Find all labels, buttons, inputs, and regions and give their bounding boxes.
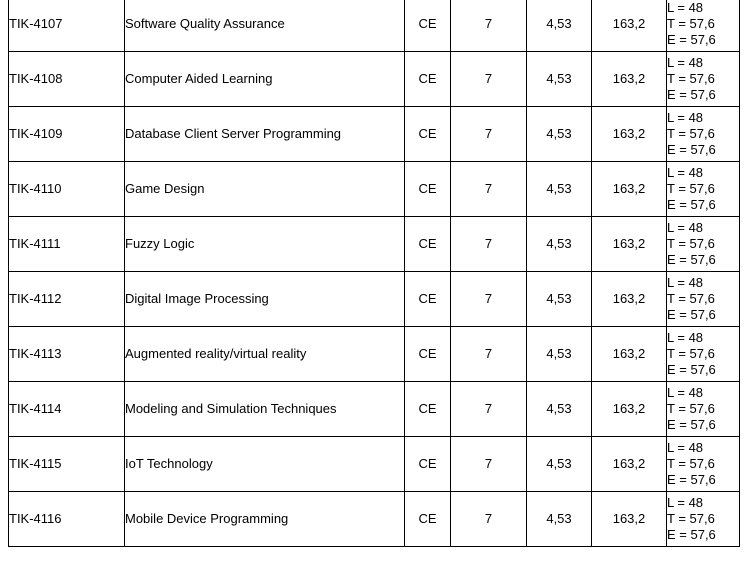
course-name-cell: Fuzzy Logic bbox=[125, 217, 405, 272]
course-ects-cell: 4,53 bbox=[527, 107, 592, 162]
course-type-cell: CE bbox=[405, 217, 451, 272]
course-table-body bbox=[9, 0, 740, 547]
course-code-cell: TIK-4112 bbox=[9, 272, 125, 327]
exercise-hours: E = 57,6 bbox=[667, 252, 716, 267]
tutorial-hours: T = 57,6 bbox=[667, 511, 715, 526]
exercise-hours: E = 57,6 bbox=[667, 197, 716, 212]
course-code-cell: TIK-4111 bbox=[9, 217, 125, 272]
hours-breakdown-cell bbox=[667, 52, 740, 107]
course-ects-cell: 4,53 bbox=[527, 52, 592, 107]
lecture-hours: L = 48 bbox=[667, 220, 704, 235]
course-hours-cell: 163,2 bbox=[592, 52, 667, 107]
course-hours-cell: 163,2 bbox=[592, 162, 667, 217]
course-ects-cell: 4,53 bbox=[527, 327, 592, 382]
course-code-cell: TIK-4113 bbox=[9, 327, 125, 382]
table-row bbox=[9, 327, 740, 382]
course-hours-cell: 163,2 bbox=[592, 107, 667, 162]
course-type-cell: CE bbox=[405, 437, 451, 492]
tutorial-hours: T = 57,6 bbox=[667, 346, 715, 361]
lecture-hours: L = 48 bbox=[667, 55, 704, 70]
course-name-cell: Database Client Server Programming bbox=[125, 107, 405, 162]
course-code-cell: TIK-4116 bbox=[9, 492, 125, 547]
course-ects-cell: 4,53 bbox=[527, 217, 592, 272]
lecture-hours: L = 48 bbox=[667, 110, 704, 125]
exercise-hours: E = 57,6 bbox=[667, 472, 716, 487]
course-credit-cell: 7 bbox=[451, 327, 527, 382]
course-hours-cell: 163,2 bbox=[592, 492, 667, 547]
lecture-hours: L = 48 bbox=[667, 330, 704, 345]
course-credit-cell: 7 bbox=[451, 0, 527, 52]
course-ects-cell: 4,53 bbox=[527, 162, 592, 217]
hours-breakdown-cell bbox=[667, 382, 740, 437]
course-ects-cell: 4,53 bbox=[527, 437, 592, 492]
table-row bbox=[9, 272, 740, 327]
course-type-cell: CE bbox=[405, 107, 451, 162]
tutorial-hours: T = 57,6 bbox=[667, 456, 715, 471]
tutorial-hours: T = 57,6 bbox=[667, 291, 715, 306]
tutorial-hours: T = 57,6 bbox=[667, 16, 715, 31]
course-name-cell: Game Design bbox=[125, 162, 405, 217]
course-name-cell: Mobile Device Programming bbox=[125, 492, 405, 547]
tutorial-hours: T = 57,6 bbox=[667, 181, 715, 196]
course-credit-cell: 7 bbox=[451, 52, 527, 107]
course-credit-cell: 7 bbox=[451, 162, 527, 217]
tutorial-hours: T = 57,6 bbox=[667, 126, 715, 141]
hours-breakdown-cell bbox=[667, 0, 740, 52]
course-credit-cell: 7 bbox=[451, 437, 527, 492]
course-name-cell: Software Quality Assurance bbox=[125, 0, 405, 52]
course-credit-cell: 7 bbox=[451, 492, 527, 547]
exercise-hours: E = 57,6 bbox=[667, 417, 716, 432]
lecture-hours: L = 48 bbox=[667, 165, 704, 180]
exercise-hours: E = 57,6 bbox=[667, 527, 716, 542]
course-type-cell: CE bbox=[405, 162, 451, 217]
hours-breakdown-cell bbox=[667, 272, 740, 327]
course-type-cell: CE bbox=[405, 492, 451, 547]
course-hours-cell: 163,2 bbox=[592, 327, 667, 382]
exercise-hours: E = 57,6 bbox=[667, 32, 716, 47]
hours-breakdown-cell bbox=[667, 107, 740, 162]
course-type-cell: CE bbox=[405, 272, 451, 327]
course-ects-cell: 4,53 bbox=[527, 492, 592, 547]
lecture-hours: L = 48 bbox=[667, 385, 704, 400]
table-row bbox=[9, 437, 740, 492]
tutorial-hours: T = 57,6 bbox=[667, 236, 715, 251]
course-code-cell: TIK-4114 bbox=[9, 382, 125, 437]
course-table bbox=[8, 0, 740, 547]
course-code-cell: TIK-4107 bbox=[9, 0, 125, 52]
course-name-cell: Modeling and Simulation Techniques bbox=[125, 382, 405, 437]
course-name-cell: IoT Technology bbox=[125, 437, 405, 492]
table-row bbox=[9, 217, 740, 272]
table-row bbox=[9, 0, 740, 52]
exercise-hours: E = 57,6 bbox=[667, 87, 716, 102]
course-hours-cell: 163,2 bbox=[592, 0, 667, 52]
course-credit-cell: 7 bbox=[451, 107, 527, 162]
course-ects-cell: 4,53 bbox=[527, 382, 592, 437]
course-credit-cell: 7 bbox=[451, 217, 527, 272]
course-code-cell: TIK-4108 bbox=[9, 52, 125, 107]
course-credit-cell: 7 bbox=[451, 272, 527, 327]
hours-breakdown-cell bbox=[667, 217, 740, 272]
course-ects-cell: 4,53 bbox=[527, 272, 592, 327]
course-code-cell: TIK-4110 bbox=[9, 162, 125, 217]
course-code-cell: TIK-4115 bbox=[9, 437, 125, 492]
course-hours-cell: 163,2 bbox=[592, 272, 667, 327]
tutorial-hours: T = 57,6 bbox=[667, 71, 715, 86]
course-hours-cell: 163,2 bbox=[592, 217, 667, 272]
course-type-cell: CE bbox=[405, 0, 451, 52]
lecture-hours: L = 48 bbox=[667, 275, 704, 290]
table-row bbox=[9, 52, 740, 107]
course-ects-cell: 4,53 bbox=[527, 0, 592, 52]
course-code-cell: TIK-4109 bbox=[9, 107, 125, 162]
table-row bbox=[9, 492, 740, 547]
exercise-hours: E = 57,6 bbox=[667, 307, 716, 322]
exercise-hours: E = 57,6 bbox=[667, 142, 716, 157]
course-name-cell: Computer Aided Learning bbox=[125, 52, 405, 107]
table-row bbox=[9, 382, 740, 437]
hours-breakdown-cell bbox=[667, 162, 740, 217]
course-name-cell: Augmented reality/virtual reality bbox=[125, 327, 405, 382]
course-type-cell: CE bbox=[405, 382, 451, 437]
hours-breakdown-cell bbox=[667, 437, 740, 492]
table-row bbox=[9, 107, 740, 162]
exercise-hours: E = 57,6 bbox=[667, 362, 716, 377]
lecture-hours: L = 48 bbox=[667, 440, 704, 455]
course-credit-cell: 7 bbox=[451, 382, 527, 437]
hours-breakdown-cell bbox=[667, 492, 740, 547]
table-row bbox=[9, 162, 740, 217]
hours-breakdown-cell bbox=[667, 327, 740, 382]
course-name-cell: Digital Image Processing bbox=[125, 272, 405, 327]
course-hours-cell: 163,2 bbox=[592, 382, 667, 437]
course-hours-cell: 163,2 bbox=[592, 437, 667, 492]
lecture-hours: L = 48 bbox=[667, 495, 704, 510]
lecture-hours: L = 48 bbox=[667, 0, 704, 15]
tutorial-hours: T = 57,6 bbox=[667, 401, 715, 416]
course-type-cell: CE bbox=[405, 52, 451, 107]
course-type-cell: CE bbox=[405, 327, 451, 382]
